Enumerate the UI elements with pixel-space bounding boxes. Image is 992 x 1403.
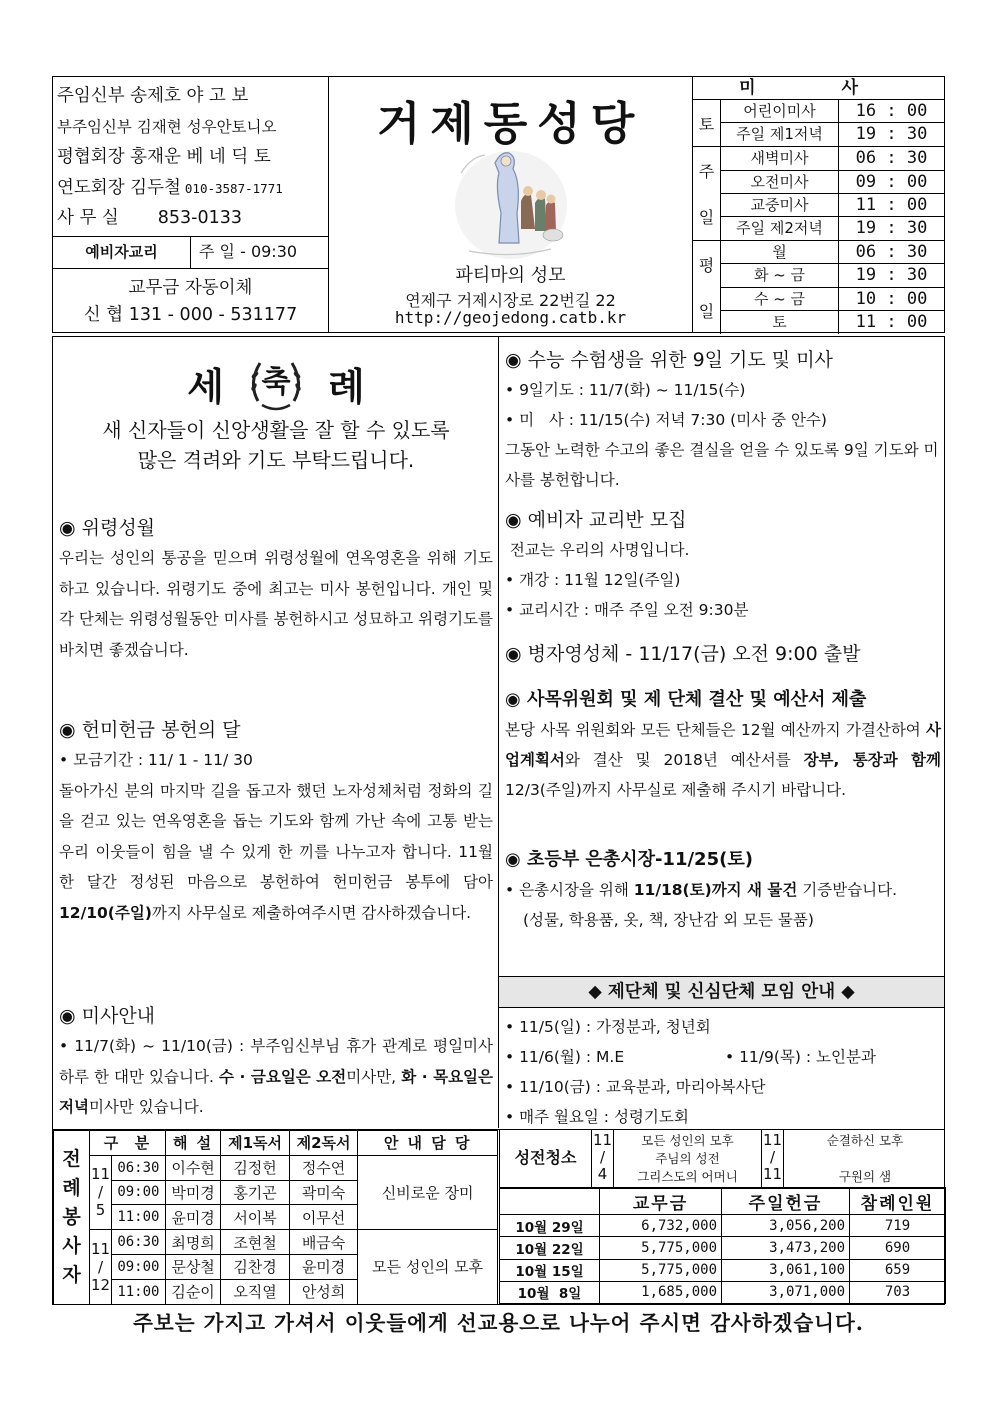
budget-text: 12/3(주일)까지 사무실로 제출해 주시기 바랍니다.: [505, 781, 847, 799]
service-time: 06:30: [112, 1230, 166, 1255]
mass-day-label: [693, 147, 721, 240]
offering-attendance: 659: [850, 1259, 946, 1281]
commentator: 김순이: [165, 1279, 220, 1304]
mass-time: 11 : 00: [855, 194, 928, 215]
meeting-item-right: • 11/9(목) : 노인분과: [725, 1048, 876, 1066]
meeting-item: [505, 1042, 941, 1072]
rice-offering-section: [59, 715, 493, 928]
table-row: [500, 1259, 946, 1281]
cleaning-date: 11 / 11: [762, 1130, 784, 1187]
offering-auto-transfer: [53, 269, 329, 332]
bulletin-body: [52, 336, 945, 1130]
cleaning-groups: 순결하신 모후 구원의 샘: [826, 1133, 904, 1184]
bulletin-bottom: [52, 1130, 945, 1305]
catechism-title: ◉ 예비자 교리반 모집: [505, 509, 687, 531]
offering-gyomu: 5,775,000: [600, 1259, 722, 1281]
commentator: 윤미경: [165, 1205, 220, 1230]
servers-header: 제2독서: [289, 1131, 358, 1156]
exam-prayer-section: [505, 345, 941, 495]
budget-body: [505, 715, 941, 805]
church-cleaning: [499, 1130, 946, 1188]
mass-day-char: 토: [698, 114, 715, 134]
staff-pastor: 주임신부 송제호 야 고 보: [57, 86, 249, 106]
servers-label-char: 봉: [62, 1205, 81, 1228]
grace-market-section: [505, 845, 941, 935]
staff-council: 평협회장 홍재운 베 네 딕 토: [57, 147, 271, 167]
reader-2: 곽미숙: [289, 1180, 358, 1205]
reader-2: 배금숙: [289, 1230, 358, 1255]
cleaning-date: 11 / 4: [592, 1130, 614, 1187]
mass-notice-text: 미사만,: [346, 1067, 402, 1086]
offering-sunday: 3,061,100: [722, 1259, 850, 1281]
baptism-heading: [187, 351, 364, 415]
reader-1: 홍기곤: [221, 1180, 290, 1205]
servers-label-char: 자: [62, 1263, 81, 1286]
our-lady-of-fatima-image: [451, 143, 571, 261]
offering-attendance: 703: [850, 1281, 946, 1303]
reader-1: 김찬경: [221, 1254, 290, 1279]
service-time: 11:00: [112, 1205, 166, 1230]
grace-market-body: [505, 875, 941, 905]
staff-info: [53, 77, 329, 237]
rice-offering-body: [59, 776, 493, 929]
offering-attendance: 690: [850, 1237, 946, 1259]
commentator: 문상철: [165, 1254, 220, 1279]
mass-time: 09 : 00: [855, 171, 928, 192]
offering-gyomu: 1,685,000: [600, 1281, 722, 1303]
guide-group: 신비로운 장미: [358, 1155, 498, 1229]
meetings-list: [505, 1012, 941, 1132]
baptism-congrats: [53, 351, 499, 475]
offering-sunday: 3,071,000: [722, 1281, 850, 1303]
souls-month-section: [59, 513, 493, 665]
guide-group: 모든 성인의 모후: [358, 1230, 498, 1304]
staff-assistant: 부주임신부 김재현 성우안토니오: [57, 117, 277, 136]
reader-2: 이무선: [289, 1205, 358, 1230]
laurel-wreath-icon: [244, 351, 308, 415]
commentator: 박미경: [165, 1180, 220, 1205]
souls-month-title: ◉ 위령성월: [59, 517, 156, 539]
mass-row: [721, 171, 944, 194]
budget-text: 본당 사목 위원회와 모든 단체들은 12월 예산까지 가결산하여: [505, 721, 927, 739]
mass-row: [721, 147, 944, 170]
reader-1: 서이복: [221, 1205, 290, 1230]
liturgy-servers-label: [54, 1131, 90, 1305]
patron-saint: 파티마의 성모: [455, 265, 566, 286]
mass-day-char: 일: [698, 302, 715, 322]
commentator: 이수현: [165, 1155, 220, 1180]
mass-row: [721, 194, 944, 217]
grace-market-text: 기증받습니다.: [797, 881, 898, 899]
mass-row: [721, 241, 944, 264]
servers-header: 해 설: [165, 1131, 220, 1156]
meeting-item: • 11/10(금) : 교육분과, 마리아복사단: [505, 1078, 766, 1096]
mass-group-saturday: [693, 100, 944, 147]
mass-name: 주일 제2저녁: [721, 217, 839, 240]
mass-time: 10 : 00: [855, 288, 928, 309]
meeting-item: • 11/5(일) : 가정분과, 청년회: [505, 1018, 711, 1036]
service-time: 11:00: [112, 1279, 166, 1304]
commentator: 최명희: [165, 1230, 220, 1255]
table-row: [500, 1281, 946, 1303]
service-date: 11 / 12: [90, 1230, 112, 1304]
mass-time: 06 : 30: [855, 242, 928, 263]
offering-sunday: 3,473,200: [722, 1237, 850, 1259]
exam-prayer-title: ◉ 수능 수험생을 위한 9일 기도 및 미사: [505, 349, 833, 371]
mass-day-char: 평: [698, 255, 715, 275]
offering-gyomu: 5,775,000: [600, 1237, 722, 1259]
mass-notice-section: [59, 1001, 493, 1123]
baptism-char-3: 례: [328, 363, 365, 409]
reader-2: 윤미경: [289, 1254, 358, 1279]
mass-time: 19 : 30: [855, 217, 928, 238]
table-row: [500, 1237, 946, 1259]
rice-offering-title: ◉ 헌미헌금 봉헌의 달: [59, 719, 241, 741]
rice-offering-text: 까지 사무실로 제출하여주시면 감사하겠습니다.: [151, 903, 472, 922]
mass-row: [721, 217, 944, 240]
exam-prayer-item: • 미 사 : 11/15(수) 저녁 7:30 (미사 중 안수): [505, 411, 827, 429]
meetings-title: ◆ 제단체 및 신심단체 모임 안내 ◆: [499, 976, 944, 1008]
mass-time: 19 : 30: [855, 265, 928, 286]
church-address: 연제구 거제시장로 22번길 22: [405, 291, 616, 310]
mass-group-sunday: [693, 147, 944, 241]
mass-row: [721, 100, 944, 123]
servers-label-char: 사: [62, 1234, 81, 1257]
baptism-char-2: 축: [261, 365, 291, 400]
budget-text: 와 결산 및 2018년 예산서를: [564, 751, 804, 769]
offerings-header: 참례인원: [850, 1189, 946, 1215]
church-masthead: [329, 77, 692, 332]
budget-section: [505, 685, 941, 805]
offerings-header: 주일헌금: [722, 1189, 850, 1215]
offerings-header: 교무금: [600, 1189, 722, 1215]
souls-month-body: 우리는 성인의 통공을 믿으며 위령성월에 연옥영혼을 위해 기도하고 있습니다. 위령기도 중에 최고는 미사 봉헌입니다. 개인 및 각 단체는 위령성월동안 미사를 봉헌하시고 성묘하고 위령기도를 바치면 좋겠습니다.: [59, 549, 493, 659]
mass-name: 교중미사: [721, 194, 839, 216]
offerings-table: [499, 1188, 946, 1304]
reader-2: 안성희: [289, 1279, 358, 1304]
offering-auto-title: 교무금 자동이체: [128, 278, 253, 298]
baptism-message-1: 새 신자들이 신앙생활을 잘 할 수 있도록: [102, 418, 450, 442]
grace-market-title: ◉ 초등부 은총시장-11/25(토): [505, 849, 753, 870]
staff-funeral-label: 연도회장 김두철: [57, 177, 181, 198]
church-name: 거제동성당: [376, 97, 645, 150]
exam-prayer-body: 그동안 노력한 수고의 좋은 결실을 얻을 수 있도록 9일 기도와 미사를 봉헌합니다.: [505, 441, 939, 489]
rice-offering-period: • 모금기간 : 11/ 1 - 11/ 30: [59, 751, 253, 769]
mass-name: 새벽미사: [721, 147, 839, 169]
grace-market-text: • 은총시장을 위해: [505, 881, 634, 899]
baptism-message-2: 많은 격려와 기도 부탁드립니다.: [137, 448, 415, 472]
servers-label-char: 례: [62, 1176, 81, 1199]
grace-market-items: (성물, 학용품, 옷, 책, 장난감 외 모든 물품): [523, 911, 814, 929]
rice-offering-text: 돌아가신 분의 마지막 길을 돕고자 했던 노자성체처럼 정화의 길을 걷고 있는 연옥영혼을 돕는 기도와 함께 가난 속에 고통 받는 우리 이웃들이 힘을 낼 수 있게 한 끼를 나누고자 합니다. 11월 한 달간 정성된 마음으로 봉헌하여 헌미헌금 봉투에 담아: [59, 781, 493, 891]
staff-office: 사 무 실 853-0133: [57, 208, 243, 228]
liturgy-servers-table: [53, 1130, 498, 1305]
mass-day-char: 일: [698, 208, 715, 228]
offering-gyomu: 6,732,000: [600, 1215, 722, 1237]
mass-time: 06 : 30: [855, 148, 928, 169]
mass-name: 주일 제1저녁: [721, 123, 839, 146]
offering-date: 10월 15일: [500, 1259, 600, 1281]
mass-day-label: [693, 241, 721, 334]
service-time: 06:30: [112, 1155, 166, 1180]
offerings-header: [500, 1189, 600, 1215]
service-date: 11 / 5: [90, 1155, 112, 1229]
servers-header: 구 분: [90, 1131, 166, 1156]
grace-market-bold: 11/18(토)까지 새 물건: [633, 881, 798, 899]
budget-bold: 사업계획서: [505, 721, 941, 769]
staff-funeral: [57, 173, 324, 204]
mass-time: 11 : 00: [855, 311, 928, 332]
meeting-item-left: • 11/6(월) : M.E: [505, 1048, 625, 1066]
offering-auto-account: 신 협 131 - 000 - 531177: [83, 305, 298, 325]
mass-row: [721, 123, 944, 146]
reader-1: 조현철: [221, 1230, 290, 1255]
staff-funeral-phone: 010-3587-1771: [184, 180, 283, 196]
mass-name: 토: [721, 311, 839, 334]
rice-offering-deadline: 12/10(주일): [59, 903, 152, 922]
reader-2: 정수연: [289, 1155, 358, 1180]
servers-header: 안 내 담 당: [358, 1131, 498, 1156]
catechism-section: [505, 505, 941, 625]
catechumen-value: 주 일 - 09:30: [199, 242, 298, 261]
mass-name: 화 ~ 금: [721, 264, 839, 286]
offering-attendance: 719: [850, 1215, 946, 1237]
mass-notice-bold: 화 · 목요일은 저녁: [59, 1067, 494, 1116]
mass-time: 19 : 30: [855, 124, 928, 145]
mass-time: 16 : 00: [855, 101, 928, 121]
sick-communion-section: [505, 639, 941, 669]
mass-schedule-title: 미 사: [693, 77, 944, 100]
mass-day-label: [693, 100, 721, 146]
offering-date: 10월 22일: [500, 1237, 600, 1259]
mass-row: [721, 264, 944, 287]
reader-1: 오직열: [221, 1279, 290, 1304]
mass-notice-title: ◉ 미사안내: [59, 1005, 156, 1027]
servers-header: 제1독서: [221, 1131, 290, 1156]
mass-notice-text: • 11/7(화) ~ 11/10(금) : 부주임신부님 휴가 관계로 평일미사 하루 한 대만 있습니다.: [59, 1037, 493, 1086]
catechumen-time: [53, 237, 329, 269]
offering-date: 10월 8일: [500, 1281, 600, 1303]
mass-group-weekday: [693, 241, 944, 334]
mass-name: 월: [721, 241, 839, 263]
church-url: http://geojedong.catb.kr: [394, 308, 627, 327]
mass-row: [721, 311, 944, 334]
catechism-item: • 개강 : 11월 12일(주일): [505, 571, 681, 589]
mass-name: 수 ~ 금: [721, 288, 839, 310]
mass-schedule: [692, 77, 944, 332]
bulletin-header: [52, 76, 945, 333]
mass-notice-bold: 수 · 금요일은 오전: [218, 1067, 347, 1086]
meeting-item: • 매주 월요일 : 성령기도회: [505, 1108, 689, 1126]
cleaning-label: 성전청소: [500, 1130, 592, 1187]
offering-date: 10월 29일: [500, 1215, 600, 1237]
mass-day-char: 주: [698, 162, 715, 182]
catechumen-label: 예비자교리: [53, 237, 191, 268]
catechism-item: • 교리시간 : 매주 주일 오전 9:30분: [505, 601, 749, 619]
offering-sunday: 3,056,200: [722, 1215, 850, 1237]
service-time: 09:00: [112, 1254, 166, 1279]
budget-title: ◉ 사목위원회 및 제 단체 결산 및 예산서 제출: [505, 689, 867, 710]
exam-prayer-item: • 9일기도 : 11/7(화) ~ 11/15(수): [505, 381, 746, 399]
bulletin-footer-message: 주보는 가지고 가셔서 이웃들에게 선교용으로 나누어 주시면 감사하겠습니다.: [133, 1311, 864, 1335]
mass-name: 어린이미사: [721, 100, 839, 122]
reader-1: 김정헌: [221, 1155, 290, 1180]
cleaning-groups: 모든 성인의 모후 주님의 성전 그리스도의 어머니: [614, 1130, 762, 1187]
mass-notice-text: 미사만 있습니다.: [88, 1098, 204, 1116]
table-row: [500, 1215, 946, 1237]
servers-label-char: 전: [62, 1147, 81, 1170]
mass-name: 오전미사: [721, 171, 839, 193]
mass-row: [721, 288, 944, 311]
sick-communion-title: ◉ 병자영성체 - 11/17(금) 오전 9:00 출발: [505, 643, 861, 665]
baptism-char-1: 세: [187, 363, 224, 409]
catechism-motto: 전교는 우리의 사명입니다.: [505, 541, 690, 559]
mass-notice-body: [59, 1031, 493, 1123]
budget-bold: 장부, 통장과 함께: [803, 751, 941, 769]
service-time: 09:00: [112, 1180, 166, 1205]
